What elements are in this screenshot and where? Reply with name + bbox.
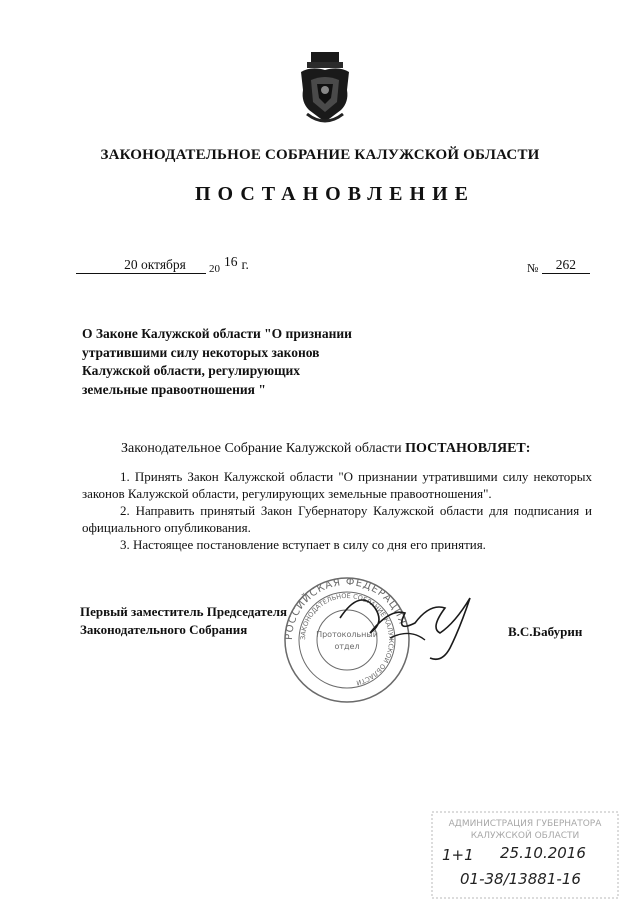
position-line: Первый заместитель Председателя bbox=[80, 604, 288, 619]
document-subject bbox=[82, 325, 382, 399]
stamp-entry: 1+1 bbox=[442, 846, 474, 864]
document-type: ПОСТАНОВЛЕНИЕ bbox=[195, 183, 475, 205]
resolution-item: 3. Настоящее постановление вступает в силу со дня его принятия. bbox=[120, 537, 486, 552]
intro-text: Законодательное Собрание Калужской области bbox=[121, 441, 406, 456]
registration-stamp-icon bbox=[430, 810, 620, 900]
resolution-intro bbox=[121, 441, 530, 457]
date-year-suffix: 16 bbox=[224, 254, 238, 269]
seal-center-line: Протокольный bbox=[316, 630, 378, 639]
subject-line: Калужской области, регулирующих bbox=[82, 363, 301, 378]
signatory-name: В.С.Бабурин bbox=[508, 624, 583, 639]
number-label: № bbox=[527, 261, 539, 275]
resolution-item: 1. Принять Закон Калужской области "О признании утратившими силу некоторых законов Калужской области, регулирующих земельные правоотношения". bbox=[82, 469, 592, 501]
intro-emphasis: ПОСТАНОВЛЯЕТ: bbox=[405, 441, 531, 456]
date-year-prefix: 20 bbox=[209, 263, 220, 275]
subject-line: утратившими силу некоторых законов bbox=[82, 344, 320, 360]
seal-outer-text: РОССИЙСКАЯ ФЕДЕРАЦИЯ bbox=[283, 576, 408, 641]
seal-ring-text: ЗАКОНОДАТЕЛЬНОЕ СОБРАНИЕ КАЛУЖСКОЙ ОБЛАСТИ bbox=[298, 591, 396, 687]
date-day-month: 20 октября bbox=[124, 257, 186, 272]
signatory-position bbox=[80, 603, 310, 639]
document-date bbox=[76, 256, 249, 275]
coat-of-arms-icon bbox=[297, 50, 353, 128]
resolution-item: 2. Направить принятый Закон Губернатору Калужской области для подписания и официального опубликования. bbox=[82, 503, 592, 535]
position-line: Законодательного Собрания bbox=[80, 622, 248, 637]
stamp-reg-number: 01-38/13881-16 bbox=[460, 870, 581, 888]
organization-name: ЗАКОНОДАТЕЛЬНОЕ СОБРАНИЕ КАЛУЖСКОЙ ОБЛАСТИ bbox=[100, 147, 540, 163]
number-value: 262 bbox=[542, 256, 590, 274]
seal-center-line: отдел bbox=[334, 642, 360, 651]
stamp-header: КАЛУЖСКОЙ ОБЛАСТИ bbox=[470, 831, 580, 841]
handwritten-signature-icon bbox=[330, 578, 480, 668]
stamp-date: 25.10.2016 bbox=[500, 844, 586, 862]
document-number bbox=[527, 259, 590, 277]
stamp-header: АДМИНИСТРАЦИЯ ГУБЕРНАТОРА bbox=[448, 819, 602, 829]
date-year-unit: г. bbox=[241, 257, 249, 272]
subject-line: земельные правоотношения " bbox=[82, 381, 266, 397]
resolution-items bbox=[82, 468, 592, 553]
subject-line: О Законе Калужской области "О признании bbox=[82, 326, 352, 341]
